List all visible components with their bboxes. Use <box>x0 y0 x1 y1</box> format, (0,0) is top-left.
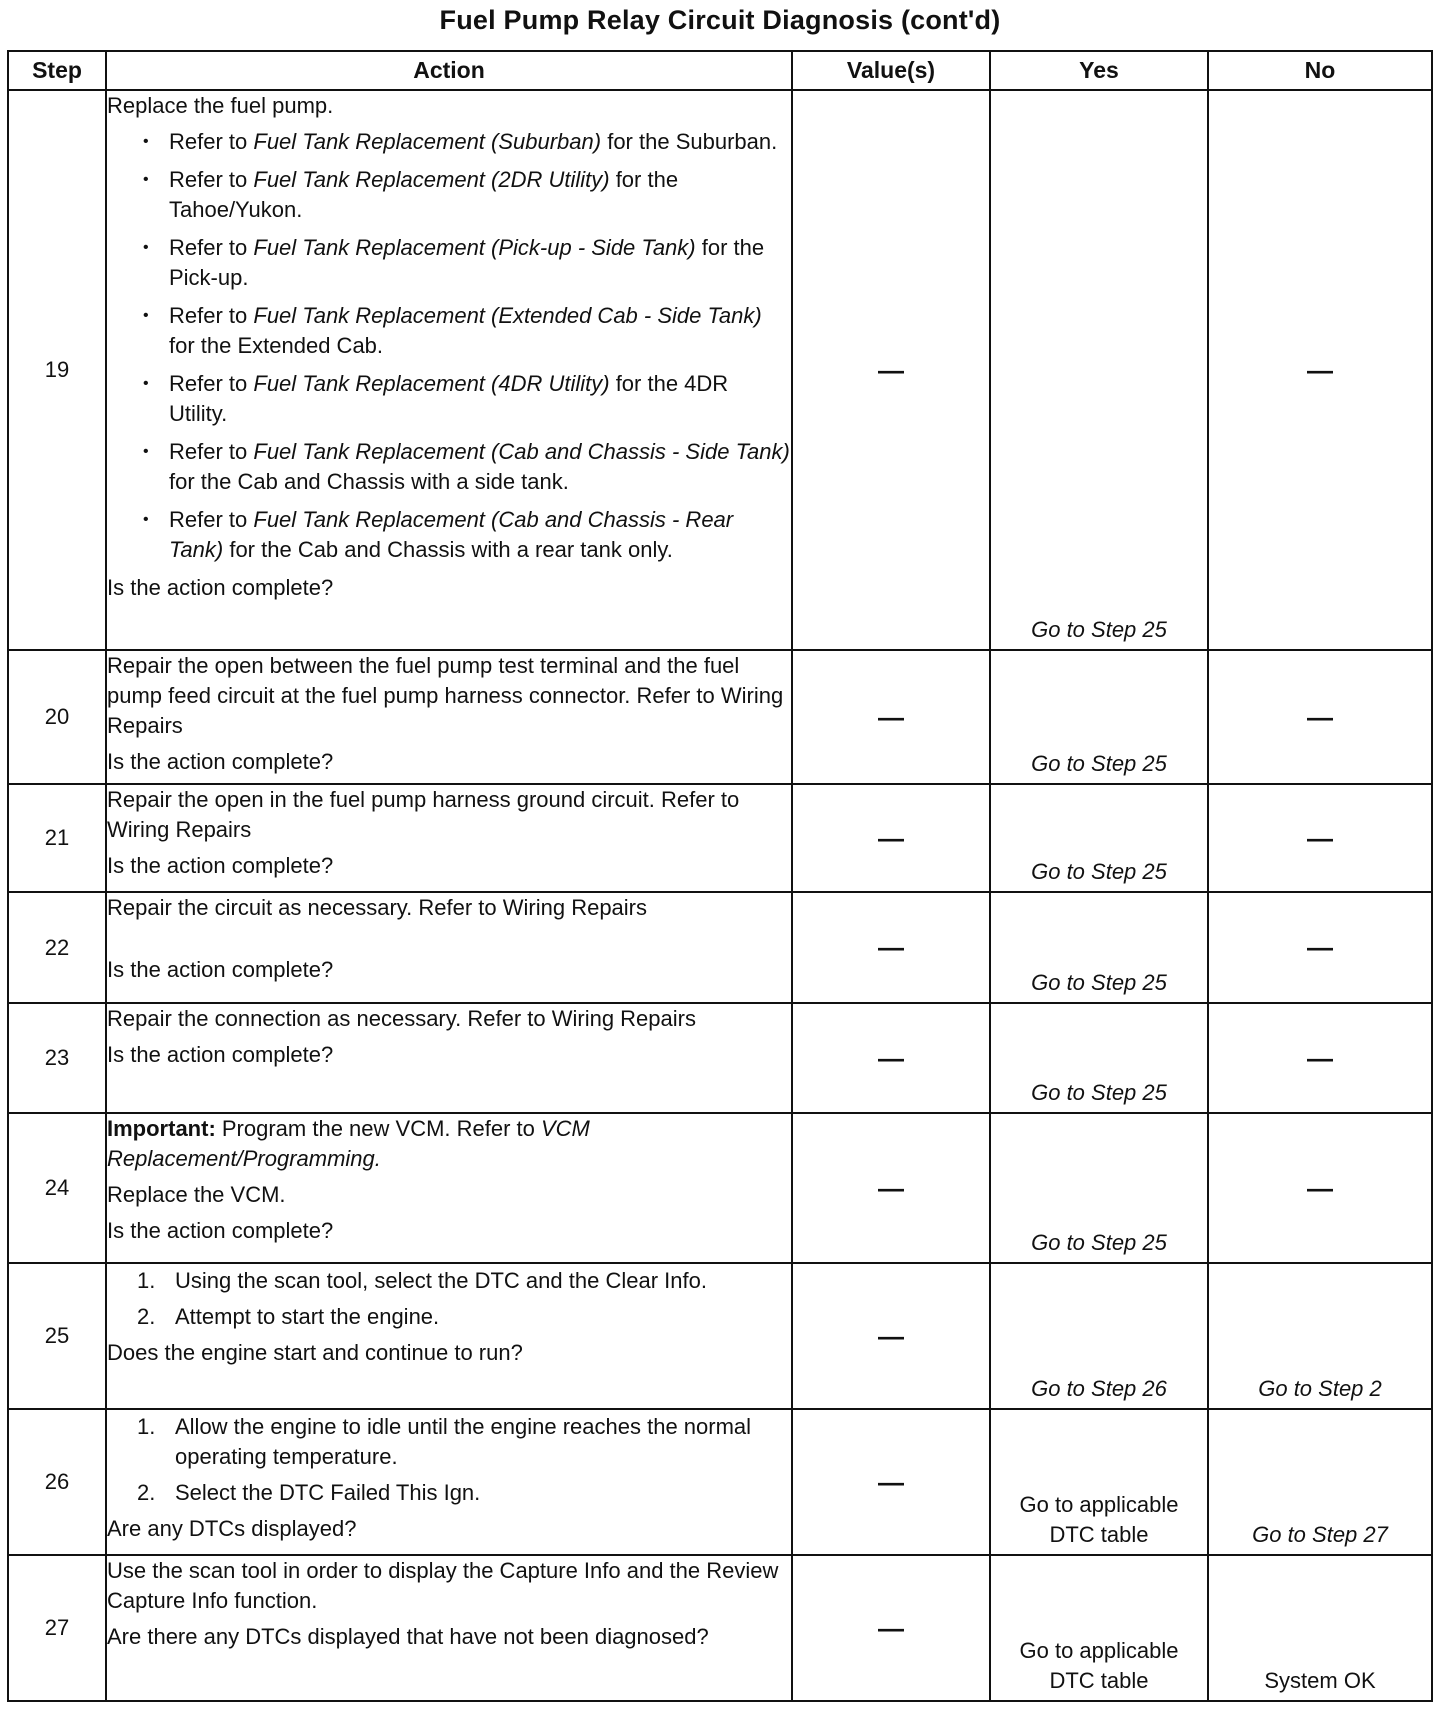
action-text: Repair the connection as necessary. Refer to Wiring Repairs <box>107 1006 696 1031</box>
action-cell <box>106 1263 792 1409</box>
action-cell <box>106 650 792 784</box>
table-row <box>8 1555 1432 1701</box>
yes-cell <box>990 1409 1208 1555</box>
reference-link: VCM Replacement/Programming. <box>107 1116 590 1171</box>
yes-result: Go to Step 25 <box>1031 859 1167 884</box>
no-cell: — <box>1208 650 1432 784</box>
value-cell: — <box>792 1555 990 1701</box>
step-number: 26 <box>8 1409 106 1555</box>
reference-link: Fuel Tank Replacement (Cab and Chassis - Rear Tank) <box>169 507 734 562</box>
reference-link: Fuel Tank Replacement (Cab and Chassis - Side Tank) <box>253 439 790 464</box>
action-question: Is the action complete? <box>107 1042 334 1067</box>
no-cell <box>1208 1263 1432 1409</box>
table-row <box>8 1003 1432 1113</box>
table-row <box>8 892 1432 1003</box>
yes-result: Go to Step 25 <box>1031 1080 1167 1105</box>
action-question: Is the action complete? <box>107 1218 334 1243</box>
action-cell <box>106 1113 792 1263</box>
no-result: Go to Step 2 <box>1258 1376 1382 1401</box>
reference-link: Fuel Tank Replacement (2DR Utility) <box>253 167 610 192</box>
no-cell: — <box>1208 1003 1432 1113</box>
reference-list <box>107 127 791 565</box>
reference-item: • Refer to Fuel Tank Replacement (4DR Utility) for the 4DR Utility. <box>107 369 791 429</box>
reference-item: • Refer to Fuel Tank Replacement (Suburban) for the Suburban. <box>107 127 791 157</box>
reference-item: • Refer to Fuel Tank Replacement (Cab and Chassis - Side Tank) for the Cab and Chassis with a side tank. <box>107 437 791 497</box>
reference-item: • Refer to Fuel Tank Replacement (Cab and Chassis - Rear Tank) for the Cab and Chassis with a rear tank only. <box>107 505 791 565</box>
no-cell <box>1208 1555 1432 1701</box>
value-cell: — <box>792 90 990 650</box>
value-cell: — <box>792 1263 990 1409</box>
table-row <box>8 1409 1432 1555</box>
yes-cell <box>990 1555 1208 1701</box>
action-cell <box>106 1555 792 1701</box>
numbered-steps <box>107 1266 791 1332</box>
yes-cell <box>990 1113 1208 1263</box>
action-text: Repair the circuit as necessary. Refer to Wiring Repairs <box>107 895 648 920</box>
no-cell <box>1208 1409 1432 1555</box>
yes-cell <box>990 1263 1208 1409</box>
yes-cell <box>990 90 1208 650</box>
yes-result: Go to Step 25 <box>1031 1230 1167 1255</box>
header-step: Step <box>8 51 106 90</box>
reference-item: • Refer to Fuel Tank Replacement (Pick-up - Side Tank) for the Pick-up. <box>107 233 791 293</box>
yes-result: Go to applicable DTC table <box>1019 1492 1179 1547</box>
numbered-step: 1. Allow the engine to idle until the engine reaches the normal operating temperature. <box>137 1414 752 1469</box>
no-cell: — <box>1208 784 1432 892</box>
yes-cell <box>990 1003 1208 1113</box>
no-cell: — <box>1208 892 1432 1003</box>
yes-cell <box>990 784 1208 892</box>
yes-cell <box>990 892 1208 1003</box>
step-number: 20 <box>8 650 106 784</box>
step-number: 23 <box>8 1003 106 1113</box>
action-cell <box>106 784 792 892</box>
reference-item: • Refer to Fuel Tank Replacement (2DR Utility) for the Tahoe/Yukon. <box>107 165 791 225</box>
table-row <box>8 1113 1432 1263</box>
step-number: 22 <box>8 892 106 1003</box>
value-cell: — <box>792 1113 990 1263</box>
important-note: Important: Program the new VCM. Refer to VCM Replacement/Programming. <box>107 1116 590 1171</box>
value-cell: — <box>792 1409 990 1555</box>
reference-link: Fuel Tank Replacement (Suburban) <box>253 129 602 154</box>
action-question: Does the engine start and continue to run? <box>107 1340 523 1365</box>
reference-item: • Refer to Fuel Tank Replacement (Extended Cab - Side Tank) for the Extended Cab. <box>107 301 791 361</box>
yes-cell <box>990 650 1208 784</box>
action-text: Repair the open in the fuel pump harness ground circuit. Refer to Wiring Repairs <box>107 787 740 842</box>
yes-result: Go to Step 25 <box>1031 970 1167 995</box>
yes-result: Go to applicable DTC table <box>1019 1638 1179 1693</box>
table-row <box>8 650 1432 784</box>
step-number: 25 <box>8 1263 106 1409</box>
action-question: Is the action complete? <box>107 957 334 982</box>
reference-link: Fuel Tank Replacement (Extended Cab - Side Tank) <box>253 303 762 328</box>
table-header-row <box>8 51 1432 90</box>
action-text: Replace the VCM. <box>107 1182 286 1207</box>
header-no: No <box>1208 51 1432 90</box>
table-row <box>8 1263 1432 1409</box>
yes-result: Go to Step 25 <box>1031 617 1167 642</box>
action-question: Is the action complete? <box>107 853 334 878</box>
no-result: System OK <box>1264 1668 1376 1693</box>
step-number: 21 <box>8 784 106 892</box>
numbered-step: 2. Select the DTC Failed This Ign. <box>137 1480 481 1505</box>
value-cell: — <box>792 650 990 784</box>
action-cell <box>106 892 792 1003</box>
table-row <box>8 90 1432 650</box>
action-question: Is the action complete? <box>107 575 334 600</box>
action-cell <box>106 90 792 650</box>
table-row <box>8 784 1432 892</box>
action-question: Are there any DTCs displayed that have not been diagnosed? <box>107 1624 709 1649</box>
no-result: Go to Step 27 <box>1252 1522 1388 1547</box>
no-cell: — <box>1208 1113 1432 1263</box>
yes-result: Go to Step 25 <box>1031 751 1167 776</box>
value-cell: — <box>792 784 990 892</box>
reference-link: Fuel Tank Replacement (Pick-up - Side Tank) <box>253 235 696 260</box>
header-action: Action <box>106 51 792 90</box>
action-question: Are any DTCs displayed? <box>107 1516 357 1541</box>
value-cell: — <box>792 892 990 1003</box>
reference-link: Fuel Tank Replacement (4DR Utility) <box>253 371 610 396</box>
no-cell: — <box>1208 90 1432 650</box>
header-values: Value(s) <box>792 51 990 90</box>
action-text: Replace the fuel pump. <box>107 93 334 118</box>
step-number: 27 <box>8 1555 106 1701</box>
numbered-step: 2. Attempt to start the engine. <box>137 1304 440 1329</box>
action-cell <box>106 1003 792 1113</box>
numbered-step: 1. Using the scan tool, select the DTC and the Clear Info. <box>137 1268 707 1293</box>
action-cell <box>106 1409 792 1555</box>
header-yes: Yes <box>990 51 1208 90</box>
important-label: Important: <box>107 1116 216 1141</box>
action-text: Repair the open between the fuel pump test terminal and the fuel pump feed circuit at the fuel pump harness connector. Refer to Wiring Repairs <box>107 653 784 738</box>
diagnosis-table <box>7 50 1433 1702</box>
action-text: Use the scan tool in order to display the Capture Info and the Review Capture Info function. <box>107 1558 779 1613</box>
numbered-steps <box>107 1412 791 1508</box>
step-number: 24 <box>8 1113 106 1263</box>
page-title: Fuel Pump Relay Circuit Diagnosis (cont'd) <box>439 5 1001 35</box>
yes-result: Go to Step 26 <box>1031 1376 1167 1401</box>
step-number: 19 <box>8 90 106 650</box>
value-cell: — <box>792 1003 990 1113</box>
action-question: Is the action complete? <box>107 749 334 774</box>
